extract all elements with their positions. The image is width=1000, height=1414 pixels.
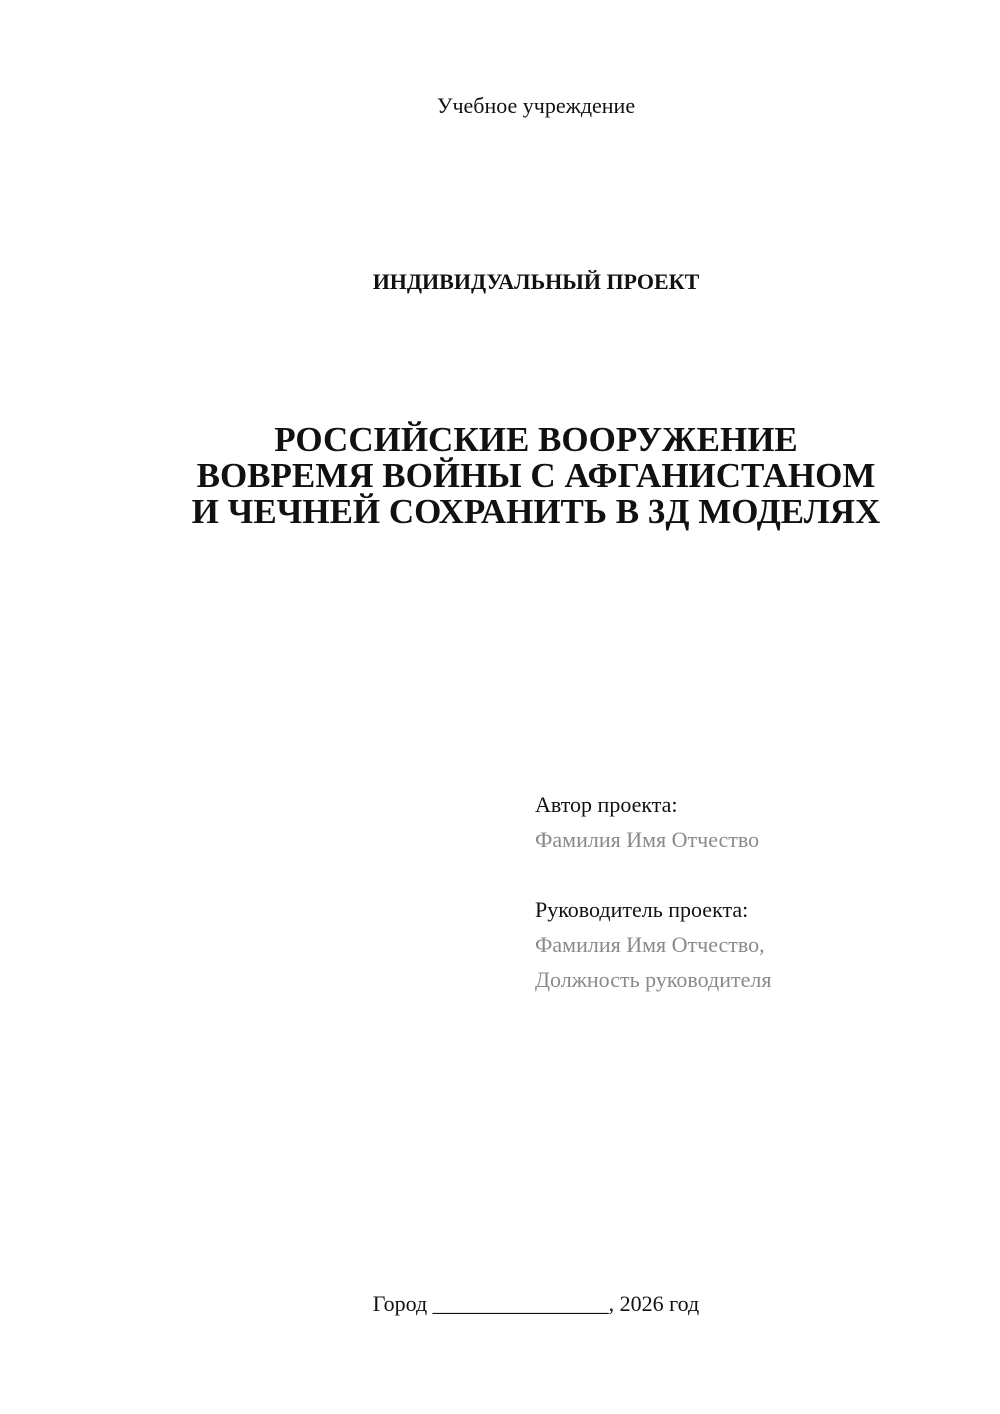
project-title-line: РОССИЙСКИЕ ВООРУЖЕНИЕ (274, 420, 798, 459)
supervisor-name: Фамилия Имя Отчество, (535, 932, 765, 957)
supervisor-label: Руководитель проекта: (535, 897, 749, 922)
author-name: Фамилия Имя Отчество (535, 827, 760, 852)
project-title-line: ВОВРЕМЯ ВОЙНЫ С АФГАНИСТАНОМ (196, 456, 876, 495)
document-type: ИНДИВИДУАЛЬНЫЙ ПРОЕКТ (372, 269, 700, 294)
supervisor-position: Должность руководителя (535, 967, 772, 992)
city-year-line: Город ________________, 2026 год (372, 1291, 700, 1316)
project-title (0, 422, 1000, 530)
project-title-line: И ЧЕЧНЕЙ СОХРАНИТЬ В 3Д МОДЕЛЯХ (191, 492, 881, 531)
institution-name: Учебное учреждение (436, 93, 636, 118)
roles-block (535, 787, 975, 997)
author-label: Автор проекта: (535, 792, 678, 817)
